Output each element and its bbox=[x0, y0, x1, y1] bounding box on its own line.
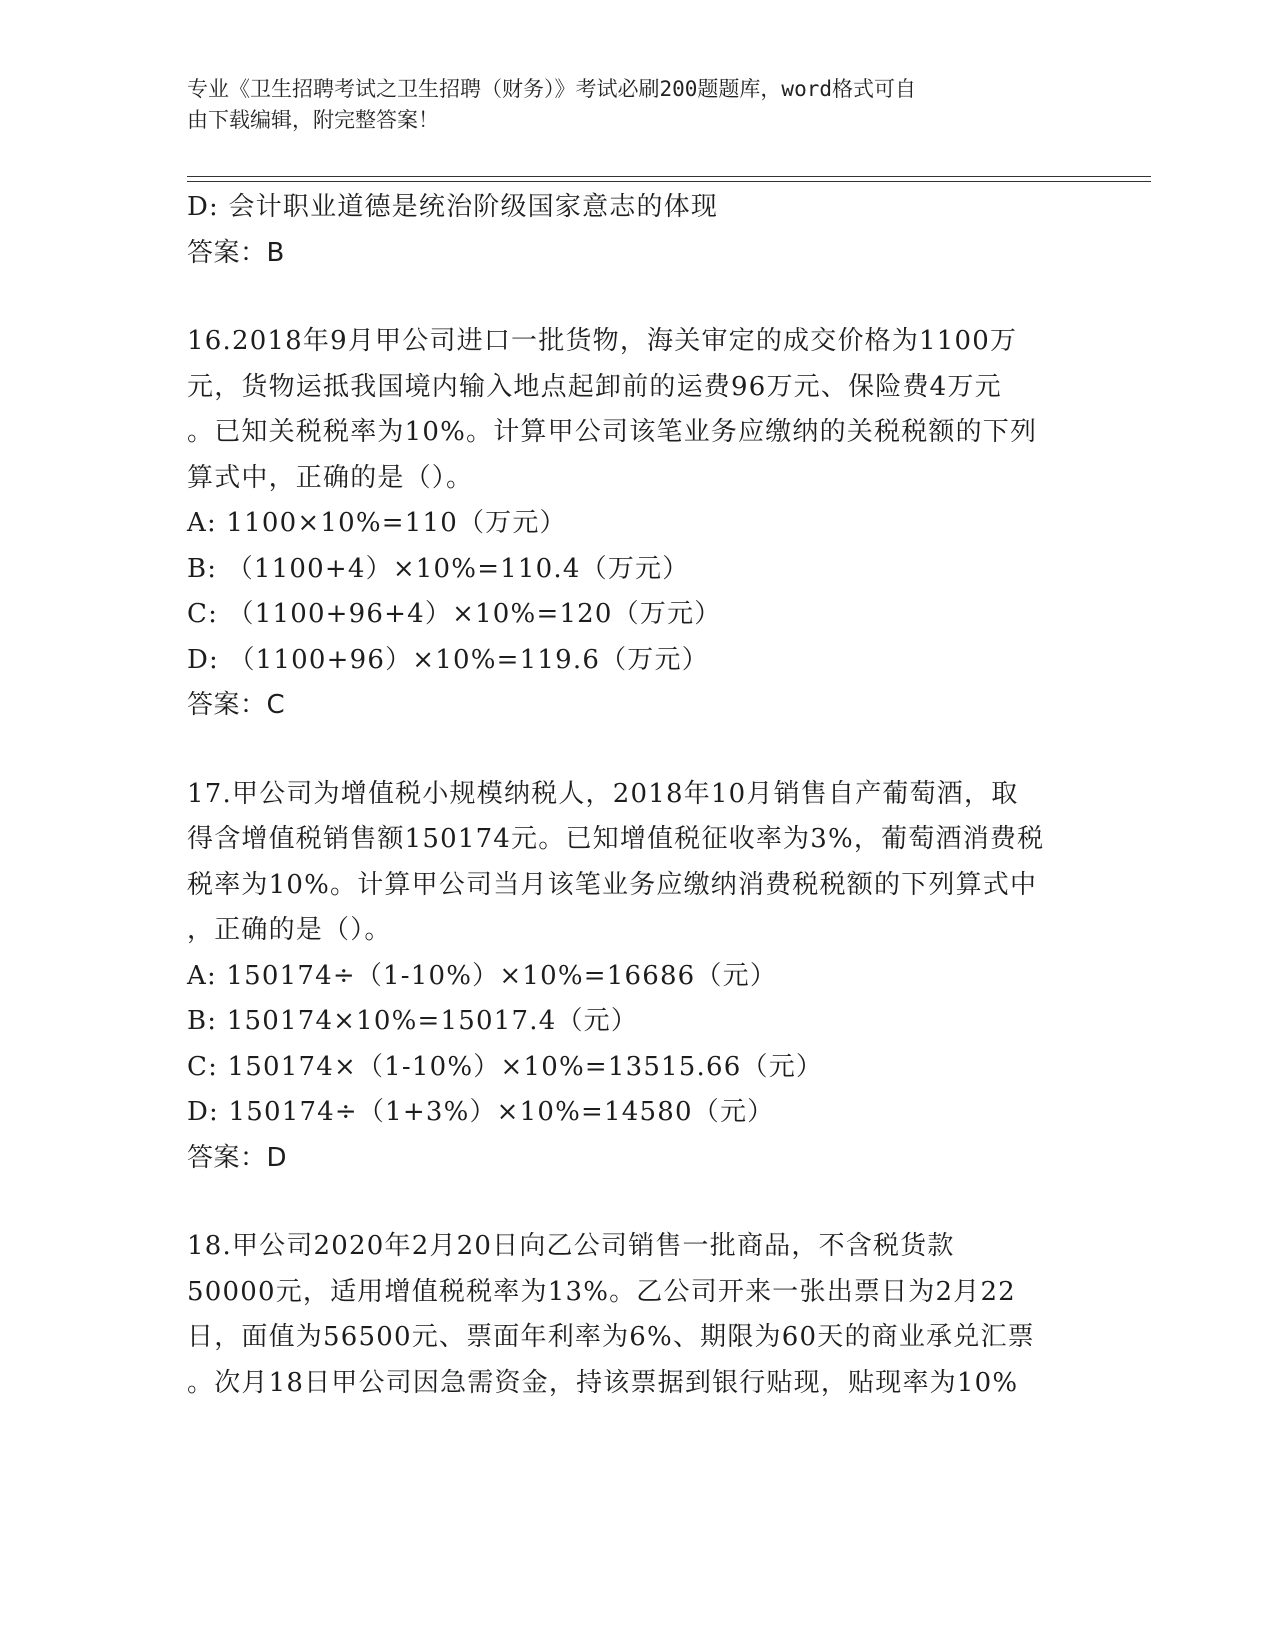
question-stem-line: 日，面值为56500元、票面年利率为6%、期限为60天的商业承兑汇票 bbox=[187, 1322, 1035, 1352]
question-17 bbox=[187, 772, 1087, 1182]
question-stem-line: 元，货物运抵我国境内输入地点起卸前的运费96万元、保险费4万元 bbox=[187, 371, 1002, 402]
question-stem-line: ，正确的是（）。 bbox=[187, 915, 392, 945]
option-b: B: （1100+4）×10%=110.4（万元） bbox=[187, 553, 690, 584]
question-stem-line: 18.甲公司2020年2月20日向乙公司销售一批商品，不含税货款 bbox=[187, 1231, 955, 1261]
option-d: D: （1100+96）×10%=119.6（万元） bbox=[187, 644, 709, 675]
spacer bbox=[187, 276, 1087, 319]
option-a: A: 1100×10%=110（万元） bbox=[187, 508, 567, 538]
header-line-1: 专业《卫生招聘考试之卫生招聘（财务）》考试必刷200题题库，word格式可自 bbox=[187, 77, 916, 101]
document-body bbox=[187, 185, 1087, 1406]
answer-line: 答案：B bbox=[187, 237, 285, 268]
question-18 bbox=[187, 1224, 1087, 1406]
question-stem-line: 17.甲公司为增值税小规模纳税人，2018年10月销售自产葡萄酒，取 bbox=[187, 778, 1019, 809]
page-header bbox=[187, 74, 1057, 136]
answer-line: 答案：C bbox=[187, 690, 286, 720]
question-stem-line: 税率为10%。计算甲公司当月该笔业务应缴纳消费税税额的下列算式中 bbox=[187, 869, 1038, 900]
question-stem-line: 得含增值税销售额150174元。已知增值税征收率为3%，葡萄酒消费税 bbox=[187, 824, 1045, 854]
answer-line: 答案：D bbox=[187, 1142, 288, 1173]
option-d: D: 150174÷（1+3%）×10%=14580（元） bbox=[187, 1097, 775, 1127]
question-16 bbox=[187, 319, 1087, 729]
option-a: A: 150174÷（1-10%）×10%=16686（元） bbox=[187, 960, 778, 991]
question-stem-line: 50000元，适用增值税税率为13%。乙公司开来一张出票日为2月22 bbox=[187, 1276, 1016, 1307]
spacer bbox=[187, 1181, 1087, 1224]
question-stem-line: 算式中，正确的是（）。 bbox=[187, 462, 474, 493]
spacer bbox=[187, 729, 1087, 772]
question-stem-line: 。次月18日甲公司因急需资金，持该票据到银行贴现，贴现率为10% bbox=[187, 1367, 1019, 1398]
option-c: C: （1100+96+4）×10%=120（万元） bbox=[187, 599, 722, 629]
option-b: B: 150174×10%=15017.4（元） bbox=[187, 1006, 639, 1036]
header-line-2: 由下载编辑，附完整答案！ bbox=[187, 108, 439, 132]
header-divider bbox=[187, 176, 1151, 182]
question-stem-line: 。已知关税税率为10%。计算甲公司该笔业务应缴纳的关税税额的下列 bbox=[187, 417, 1038, 447]
option-c: C: 150174×（1-10%）×10%=13515.66（元） bbox=[187, 1051, 824, 1082]
option-d: D: 会计职业道德是统治阶级国家意志的体现 bbox=[187, 192, 719, 222]
question-stem-line: 16.2018年9月甲公司进口一批货物，海关审定的成交价格为1100万 bbox=[187, 326, 1018, 356]
